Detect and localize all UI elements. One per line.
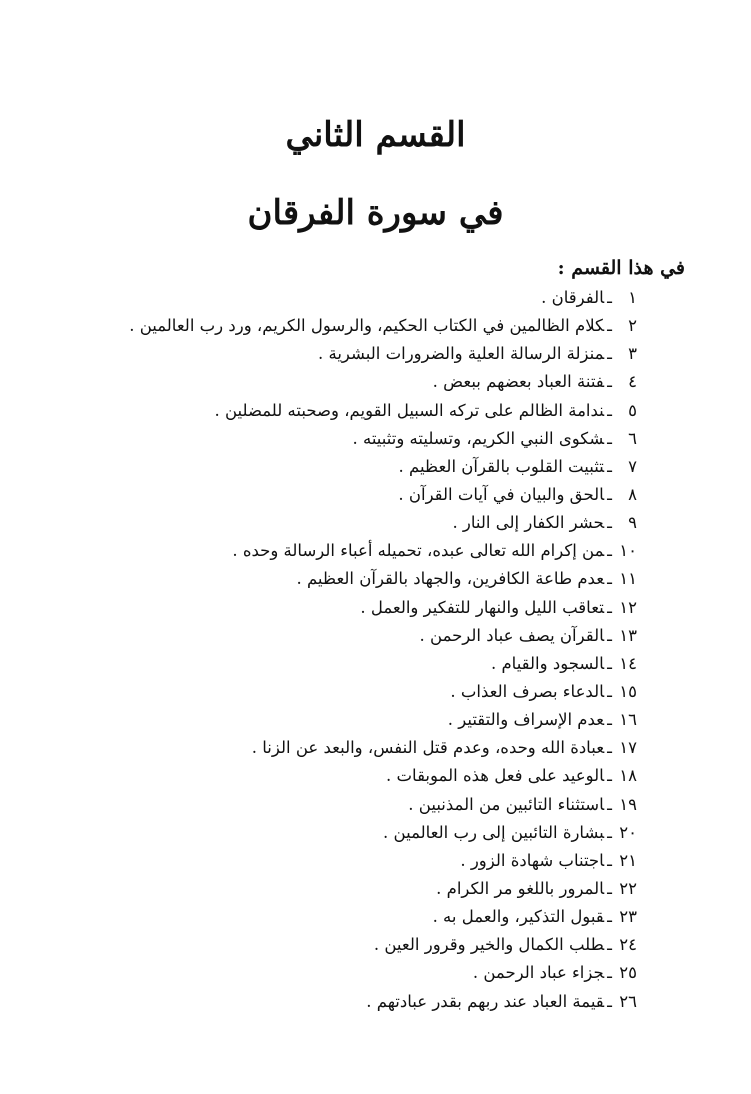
list-item xyxy=(129,368,637,396)
item-dash: ـ xyxy=(607,484,612,504)
item-number: ١٦ xyxy=(619,710,637,730)
item-number: ٢٦ xyxy=(619,991,637,1011)
list-item xyxy=(129,791,637,819)
item-text: ندامة الظالم على تركه السبيل القويم، وصحبته للمضلين . xyxy=(214,400,605,420)
item-number: ١٤ xyxy=(619,653,637,673)
list-item xyxy=(129,678,637,706)
item-dash: ـ xyxy=(607,710,612,730)
list-item xyxy=(129,481,637,509)
item-text: الفرقان . xyxy=(541,288,605,307)
list-item xyxy=(129,706,637,734)
item-text: عبادة الله وحده، وعدم قتل النفس، والبعد عن الزنا . xyxy=(251,738,605,758)
item-dash: ـ xyxy=(607,513,612,533)
item-number: ٦ xyxy=(628,428,637,448)
item-dash: ـ xyxy=(607,878,612,898)
list-item xyxy=(129,847,637,875)
item-text: الوعيد على فعل هذه الموبقات . xyxy=(386,766,605,786)
list-item xyxy=(129,734,637,762)
list-item xyxy=(129,312,637,340)
list-item xyxy=(129,650,637,678)
list-item xyxy=(129,425,637,453)
item-dash: ـ xyxy=(607,569,612,589)
item-dash: ـ xyxy=(607,907,612,927)
list-item xyxy=(129,903,637,931)
item-dash: ـ xyxy=(607,372,612,392)
list-item xyxy=(129,819,637,847)
item-dash: ـ xyxy=(607,738,612,758)
item-number: ٢٥ xyxy=(619,963,637,983)
item-text: عدم الإسراف والتقتير . xyxy=(447,710,605,730)
item-number: ٥ xyxy=(628,400,637,420)
item-text: جزاء عباد الرحمن . xyxy=(472,963,605,983)
item-text: السجود والقيام . xyxy=(490,653,605,673)
item-number: ٢٣ xyxy=(619,907,637,927)
section-intro: في هذا القسم : xyxy=(557,257,685,279)
topics-list xyxy=(129,284,637,1016)
item-dash: ـ xyxy=(607,344,612,364)
item-dash: ـ xyxy=(607,794,612,814)
item-dash: ـ xyxy=(607,766,612,786)
list-item xyxy=(129,397,637,425)
item-text: كلام الظالمين في الكتاب الحكيم، والرسول الكريم، ورد رب العالمين . xyxy=(129,316,605,336)
item-dash: ـ xyxy=(607,400,612,420)
item-number: ٧ xyxy=(628,456,637,476)
list-item xyxy=(129,762,637,790)
item-text: القرآن يصف عباد الرحمن . xyxy=(419,625,605,645)
item-text: طلب الكمال والخير وقرور العين . xyxy=(373,935,605,955)
list-item xyxy=(129,988,637,1016)
item-number: ٤ xyxy=(628,372,637,392)
item-dash: ـ xyxy=(607,963,612,983)
item-text: تعاقب الليل والنهار للتفكير والعمل . xyxy=(360,597,605,617)
item-dash: ـ xyxy=(607,456,612,476)
item-number: ٢١ xyxy=(619,850,637,870)
item-number: ٩ xyxy=(628,513,637,533)
list-item xyxy=(129,959,637,987)
item-number: ١٥ xyxy=(619,681,637,701)
item-number: ١٠ xyxy=(619,541,637,561)
item-dash: ـ xyxy=(607,428,612,448)
item-number: ٢ xyxy=(628,316,637,336)
item-number: ١٩ xyxy=(619,794,637,814)
list-item xyxy=(129,340,637,368)
list-item xyxy=(129,594,637,622)
list-item xyxy=(129,537,637,565)
item-text: اجتناب شهادة الزور . xyxy=(460,850,605,870)
item-text: شكوى النبي الكريم، وتسليته وتثبيته . xyxy=(352,428,605,448)
item-dash: ـ xyxy=(607,653,612,673)
item-text: استثناء التائبين من المذنبين . xyxy=(408,794,605,814)
item-number: ١٨ xyxy=(619,766,637,786)
item-dash: ـ xyxy=(607,597,612,617)
item-text: المرور باللغو مر الكرام . xyxy=(436,878,605,898)
list-item xyxy=(129,875,637,903)
list-item xyxy=(129,622,637,650)
item-number: ١ xyxy=(628,288,637,307)
item-number: ٢٢ xyxy=(619,878,637,898)
item-text: من إكرام الله تعالى عبده، تحميله أعباء الرسالة وحده . xyxy=(232,541,605,561)
item-text: قبول التذكير، والعمل به . xyxy=(432,907,605,927)
item-dash: ـ xyxy=(607,288,612,307)
section-title: القسم الثاني xyxy=(285,115,466,155)
item-dash: ـ xyxy=(607,935,612,955)
item-dash: ـ xyxy=(607,681,612,701)
item-dash: ـ xyxy=(607,625,612,645)
item-dash: ـ xyxy=(607,316,612,336)
list-item xyxy=(129,565,637,593)
item-text: فتنة العباد بعضهم ببعض . xyxy=(432,372,605,392)
item-text: حشر الكفار إلى النار . xyxy=(452,513,605,533)
item-text: الدعاء بصرف العذاب . xyxy=(450,681,605,701)
item-number: ١٢ xyxy=(619,597,637,617)
item-dash: ـ xyxy=(607,822,612,842)
item-number: ١٣ xyxy=(619,625,637,645)
item-number: ٨ xyxy=(628,484,637,504)
item-number: ٢٠ xyxy=(619,822,637,842)
item-number: ١٧ xyxy=(619,738,637,758)
item-dash: ـ xyxy=(607,850,612,870)
item-text: تثبيت القلوب بالقرآن العظيم . xyxy=(398,456,605,476)
item-dash: ـ xyxy=(607,541,612,561)
item-number: ١١ xyxy=(619,569,637,589)
item-text: الحق والبيان في آيات القرآن . xyxy=(398,484,605,504)
surah-title: في سورة الفرقان xyxy=(247,193,504,233)
item-text: بشارة التائبين إلى رب العالمين . xyxy=(383,822,605,842)
item-text: منزلة الرسالة العلية والضرورات البشرية . xyxy=(317,344,605,364)
item-number: ٣ xyxy=(628,344,637,364)
item-dash: ـ xyxy=(607,991,612,1011)
item-text: عدم طاعة الكافرين، والجهاد بالقرآن العظيم . xyxy=(296,569,605,589)
list-item xyxy=(129,509,637,537)
list-item xyxy=(129,284,637,312)
list-item xyxy=(129,453,637,481)
list-item xyxy=(129,931,637,959)
item-number: ٢٤ xyxy=(619,935,637,955)
item-text: قيمة العباد عند ربهم بقدر عبادتهم . xyxy=(366,991,605,1011)
